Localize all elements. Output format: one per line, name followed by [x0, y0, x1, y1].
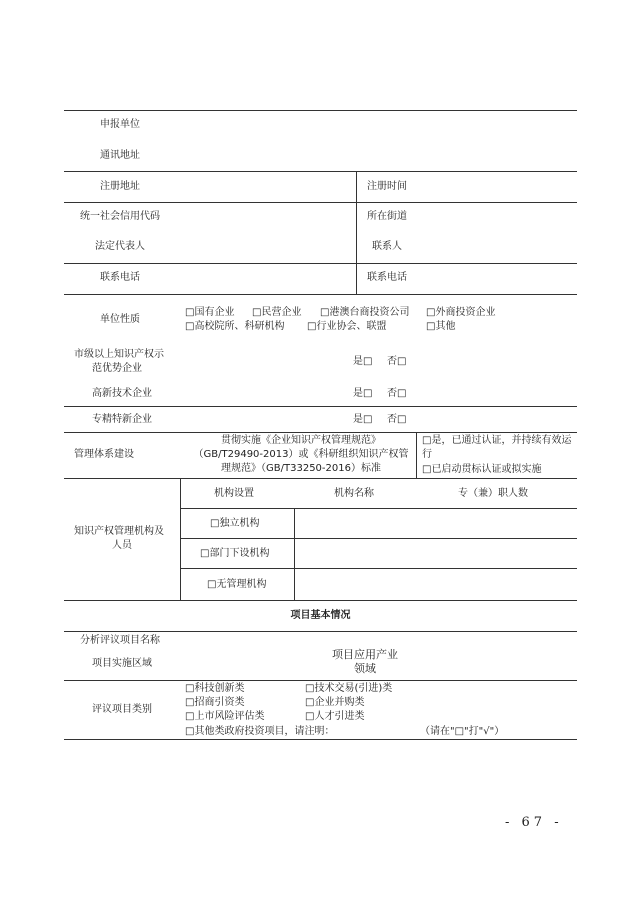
specialized-label: 专精特新企业	[92, 414, 152, 425]
mgmt-system-desc: 贯彻实施《企业知识产权管理规范》	[221, 435, 381, 446]
mgmt-system-desc-3: 理规范》（GB/T33250-2016）标准	[221, 463, 381, 474]
category-option[interactable]: □企业并购类	[305, 697, 365, 708]
ip-org-label: 知识产权管理机构及	[74, 526, 164, 537]
table-top-border	[64, 110, 577, 111]
org-option-independent[interactable]: □独立机构	[210, 518, 260, 529]
row-divider	[64, 406, 577, 407]
col-header-staff: 专（兼）职人数	[458, 488, 528, 499]
col-divider	[294, 508, 295, 600]
nature-option[interactable]: □国有企业	[185, 307, 235, 318]
applicant-unit-label: 申报单位	[100, 119, 140, 130]
nature-option[interactable]: □港澳台商投资公司	[320, 307, 410, 318]
col-divider	[180, 478, 181, 600]
street-label: 所在街道	[367, 211, 407, 222]
col-divider	[416, 432, 417, 478]
row-divider	[180, 538, 577, 539]
specialized-no[interactable]: 否□	[387, 414, 407, 425]
mgmt-system-desc-2: （GB/T29490-2013）或《科研组织知识产权管	[193, 449, 409, 460]
col-header-name: 机构名称	[334, 488, 374, 499]
project-name-label: 分析评议项目名称	[80, 635, 160, 646]
mgmt-option-certified-2: 行	[422, 449, 432, 460]
category-option[interactable]: □招商引资类	[185, 697, 245, 708]
category-option[interactable]: □其他类政府投资项目，请注明：	[185, 726, 335, 737]
check-instruction-note: （请在"□"打"√"）	[420, 726, 505, 737]
nature-option[interactable]: □其他	[426, 321, 456, 332]
project-category-label: 评议项目类别	[92, 704, 152, 715]
phone-label-left: 联系电话	[100, 272, 140, 283]
phone-label-right: 联系电话	[367, 272, 407, 283]
row-divider	[64, 294, 577, 295]
nature-option[interactable]: □高校院所、科研机构	[185, 321, 285, 332]
specialized-yes[interactable]: 是□	[353, 414, 373, 425]
registered-address-label: 注册地址	[100, 181, 140, 192]
legal-rep-label: 法定代表人	[95, 241, 145, 252]
col-header-setup: 机构设置	[214, 488, 254, 499]
row-divider	[180, 568, 577, 569]
col-divider	[356, 171, 357, 294]
unit-nature-label: 单位性质	[100, 314, 140, 325]
row-divider	[64, 432, 577, 433]
category-option[interactable]: □科技创新类	[185, 683, 245, 694]
nature-option[interactable]: □民营企业	[252, 307, 302, 318]
project-industry-label-2: 领域	[354, 662, 376, 675]
category-option[interactable]: □上市风险评估类	[185, 711, 265, 722]
row-divider	[64, 680, 577, 681]
project-area-label: 项目实施区域	[92, 658, 152, 669]
category-option[interactable]: □技术交易(引进)类	[305, 683, 393, 694]
hightech-yes[interactable]: 是□	[353, 388, 373, 399]
row-divider	[64, 600, 577, 601]
category-option[interactable]: □人才引进类	[305, 711, 365, 722]
row-divider	[64, 631, 577, 632]
ip-demo-label-2: 范优势企业	[92, 363, 142, 374]
mgmt-system-label: 管理体系建设	[74, 449, 134, 460]
mgmt-option-certified[interactable]: □是，已通过认证，并持续有效运	[422, 435, 572, 446]
hightech-label: 高新技术企业	[92, 388, 152, 399]
contact-person-label: 联系人	[372, 241, 402, 252]
row-divider	[64, 171, 577, 172]
credit-code-label: 统一社会信用代码	[80, 211, 160, 222]
nature-option[interactable]: □外商投资企业	[426, 307, 496, 318]
project-industry-label: 项目应用产业	[332, 648, 398, 661]
project-section-title: 项目基本情况	[290, 610, 351, 621]
row-divider	[64, 202, 577, 203]
ip-demo-yes[interactable]: 是□	[353, 356, 373, 367]
ip-demo-label: 市级以上知识产权示	[74, 349, 164, 360]
page-number: - 67 -	[505, 815, 563, 830]
mgmt-option-started[interactable]: □已启动贯标认证或拟实施	[422, 464, 542, 475]
ip-org-label-2: 人员	[112, 540, 132, 551]
nature-option[interactable]: □行业协会、联盟	[307, 321, 387, 332]
org-option-department[interactable]: □部门下设机构	[200, 548, 270, 559]
ip-demo-no[interactable]: 否□	[387, 356, 407, 367]
row-divider	[64, 263, 577, 264]
registration-time-label: 注册时间	[367, 181, 407, 192]
address-label: 通讯地址	[100, 150, 140, 161]
hightech-no[interactable]: 否□	[387, 388, 407, 399]
org-option-none[interactable]: □无管理机构	[207, 579, 267, 590]
row-divider	[64, 478, 577, 479]
row-divider	[180, 508, 577, 509]
table-bottom-border	[64, 739, 577, 740]
